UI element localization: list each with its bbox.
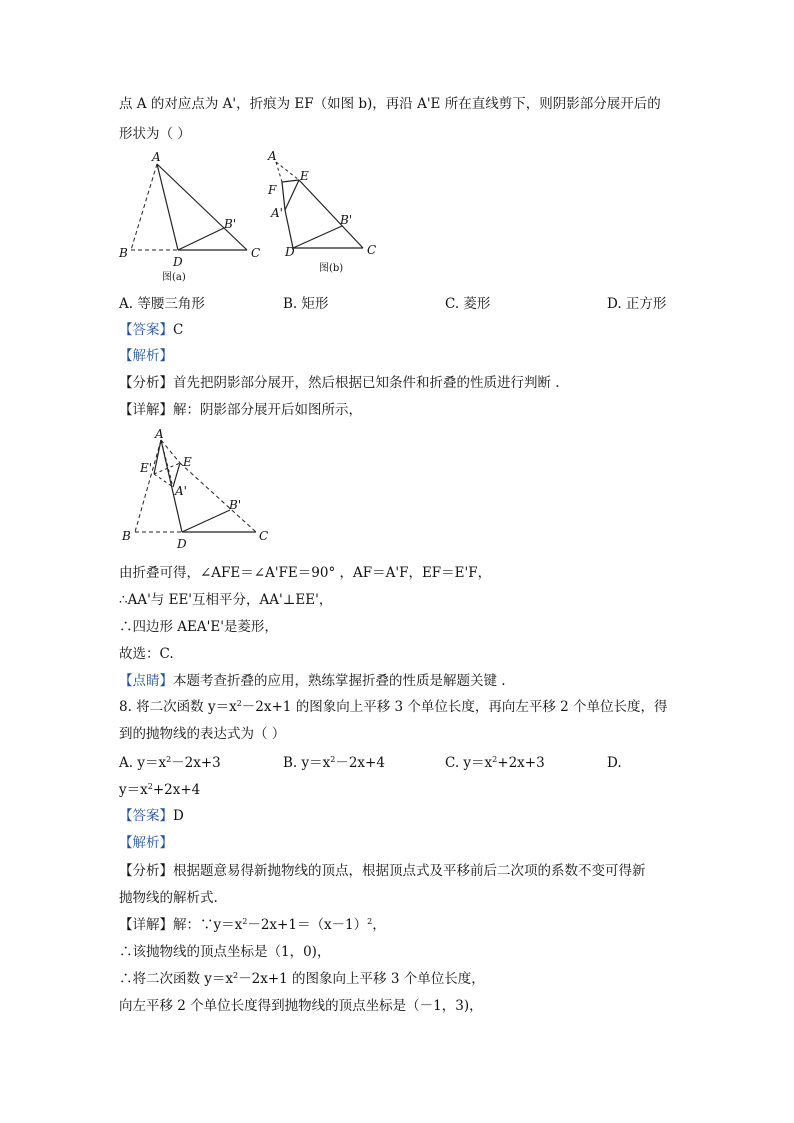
q8-stem-part-a: 8. 将二次函数 y＝x	[119, 699, 237, 715]
q8-step2	[119, 969, 485, 989]
q7-fenxi-line	[119, 373, 560, 393]
fig-b-label-A1: A'	[271, 206, 283, 220]
fig-b-label-A: A	[268, 149, 277, 163]
q8-step2-part-a: ∴将二次函数 y＝x	[119, 971, 234, 987]
fig-b-edge-A-F	[276, 162, 282, 182]
fig-c-label-E1: E'	[140, 461, 153, 475]
q7-step3: ∴四边形 AEA'E'是菱形，	[119, 619, 278, 635]
q7-analysis-line	[119, 346, 173, 366]
fig-b-edge-E-C	[299, 180, 363, 248]
q8-option-c-part1: C. y＝x	[445, 755, 493, 771]
fig-c-label-A1: A'	[175, 484, 187, 498]
fig-b-caption: 图(b)	[319, 263, 344, 274]
q8-detail-sup-2: 2	[367, 917, 373, 926]
fig-a-label-D: D	[173, 255, 183, 269]
q8-stem-line2: 到的抛物线的表达式为（ ）	[119, 726, 286, 742]
fig-a-label-A: A	[152, 150, 161, 164]
fig-c-edge-A-B	[135, 440, 161, 532]
q7-fenxi: 首先把阴影部分展开，然后根据已知条件和折叠的性质进行判断 .	[173, 375, 560, 391]
q8-option-a-part1: A. y＝x	[119, 755, 167, 771]
fig-b-label-F: F	[268, 183, 277, 197]
q8-answer: D	[173, 808, 184, 824]
q8-detail-line: 【详解】解：$\because y=x^2-2x+1=(x-1)^2$，	[119, 917, 386, 933]
q8-answer-line	[119, 806, 184, 826]
q8-stem-line1	[119, 697, 668, 717]
figure-b	[264, 148, 394, 278]
q7-detail-line	[119, 400, 362, 420]
q8-fenxi-line2: 抛物线的解析式.	[119, 890, 218, 906]
q8-option-c	[445, 753, 545, 773]
q7-answer: C	[173, 322, 184, 338]
q8-option-b-sup: 2	[330, 755, 336, 764]
q7-analysis-tag: 【解析】	[119, 348, 173, 364]
fig-b-edge-D-B1	[293, 226, 342, 248]
q7-answer-line	[119, 320, 183, 340]
fig-c-label-E: E	[183, 455, 192, 469]
q8-option-b	[283, 753, 385, 773]
q8-stem-part-b: －2x+1 的图象向上平移 3 个单位长度，再向左平移 2 个单位长度，得	[241, 699, 668, 715]
q8-option-c-sup: 2	[492, 755, 498, 764]
q7-step4: 故选：C.	[119, 646, 174, 662]
fig-c-edge-D-B1	[182, 510, 230, 532]
q7-option-d: D. 正方形	[607, 296, 667, 312]
q8-fenxi1: 根据题意易得新抛物线的顶点，根据顶点式及平移前后二次项的系数不变可得新	[173, 863, 646, 879]
q7-comment-tag: 【点睛】	[119, 673, 173, 689]
q7-comment: 本题考查折叠的应用，熟练掌握折叠的性质是解题关键 .	[173, 673, 506, 689]
q8-answer-tag: 【答案】	[119, 808, 173, 824]
fig-a-edge-AC	[157, 164, 247, 250]
fig-c-label-C: C	[259, 529, 269, 543]
fig-a-edge-AB	[131, 164, 157, 250]
q8-option-b-part2: －2x+4	[335, 755, 385, 771]
q8-detail-tag: 【详解】	[119, 917, 173, 933]
fig-b-edge-A1-D	[285, 210, 293, 248]
figure-a	[114, 150, 264, 285]
fig-b-label-D: D	[285, 245, 295, 259]
fig-a-edge-DB1	[178, 228, 224, 250]
figure-c	[118, 428, 278, 558]
q8-detail-part-b: －2x+1＝（x－1）	[247, 917, 368, 933]
fig-b-label-C: C	[367, 243, 377, 257]
q7-comment-line	[119, 671, 506, 691]
q7-step2: ∴AA'与 EE'互相平分，AA'⊥EE'，	[119, 592, 333, 608]
q7-detail-tag: 【详解】	[119, 402, 173, 418]
q8-step3: 向左平移 2 个单位长度得到抛物线的顶点坐标是（－1，3)，	[119, 998, 483, 1014]
fig-c-label-A: A	[155, 427, 164, 441]
fig-a-label-B1: B'	[224, 217, 237, 231]
q7-answer-tag: 【答案】	[119, 322, 173, 338]
fig-c-label-B1: B'	[229, 498, 242, 512]
q8-analysis-line	[119, 833, 173, 853]
q7-stem-line1: 点 A 的对应点为 A'，折痕为 EF（如图 b)，再沿 A'E 所在直线剪下，则阴影部分展开后的	[119, 96, 661, 112]
fig-b-edge-F-E	[282, 180, 299, 182]
q8-fenxi-tag: 【分析】	[119, 863, 173, 879]
q8-analysis-tag: 【解析】	[119, 835, 173, 851]
q8-fenxi-line1	[119, 861, 646, 881]
q8-stem-sup: 2	[236, 699, 242, 708]
q8-step2-part-b: －2x+1 的图象向上平移 3 个单位长度，	[238, 971, 485, 987]
q8-option-c-part2: +2x+3	[497, 755, 545, 771]
fig-a-label-C: C	[251, 246, 261, 260]
q7-option-b: B. 矩形	[283, 296, 329, 312]
q7-option-c: C. 菱形	[445, 296, 491, 312]
fig-a-edge-AD	[157, 164, 178, 250]
fig-c-edge-A-E1	[154, 440, 161, 474]
fig-b-edge-E-A1	[285, 180, 299, 210]
fig-a-caption: 图(a)	[162, 272, 186, 283]
q7-fenxi-tag: 【分析】	[119, 375, 173, 391]
q8-option-d-part1: y＝x	[119, 782, 148, 798]
q7-detail: 解：阴影部分展开后如图所示，	[173, 402, 362, 418]
q8-detail-part-a: 解：∵y＝x	[173, 917, 243, 933]
q7-option-a: A. 等腰三角形	[119, 296, 205, 312]
fig-c-edge-E-C	[180, 463, 256, 532]
q7-step1: 由折叠可得，∠AFE＝∠A'FE＝90° ，AF＝A'F，EF＝E'F，	[119, 565, 492, 581]
fig-a-label-B: B	[119, 246, 128, 260]
q8-detail-sup-1: 2	[242, 917, 248, 926]
q8-option-d	[119, 780, 200, 800]
q8-option-a	[119, 753, 221, 773]
fig-c-label-D: D	[177, 537, 187, 551]
fig-b-edge-A-E	[276, 162, 299, 180]
q8-option-d-label: D.	[607, 755, 622, 771]
fig-b-label-B1: B'	[340, 213, 353, 227]
fig-c-label-B: B	[122, 529, 131, 543]
q8-option-a-part2: －2x+3	[171, 755, 221, 771]
q8-step2-sup: 2	[233, 971, 239, 980]
q8-step1: ∴该抛物线的顶点坐标是（1，0)，	[119, 944, 331, 960]
fig-b-label-E: E	[300, 169, 309, 183]
q8-option-d-sup: 2	[147, 782, 153, 791]
q8-option-b-part1: B. y＝x	[283, 755, 331, 771]
q7-stem-line2: 形状为（ ）	[119, 126, 191, 142]
q8-option-d-part2: +2x+4	[152, 782, 201, 798]
q8-option-a-sup: 2	[166, 755, 172, 764]
